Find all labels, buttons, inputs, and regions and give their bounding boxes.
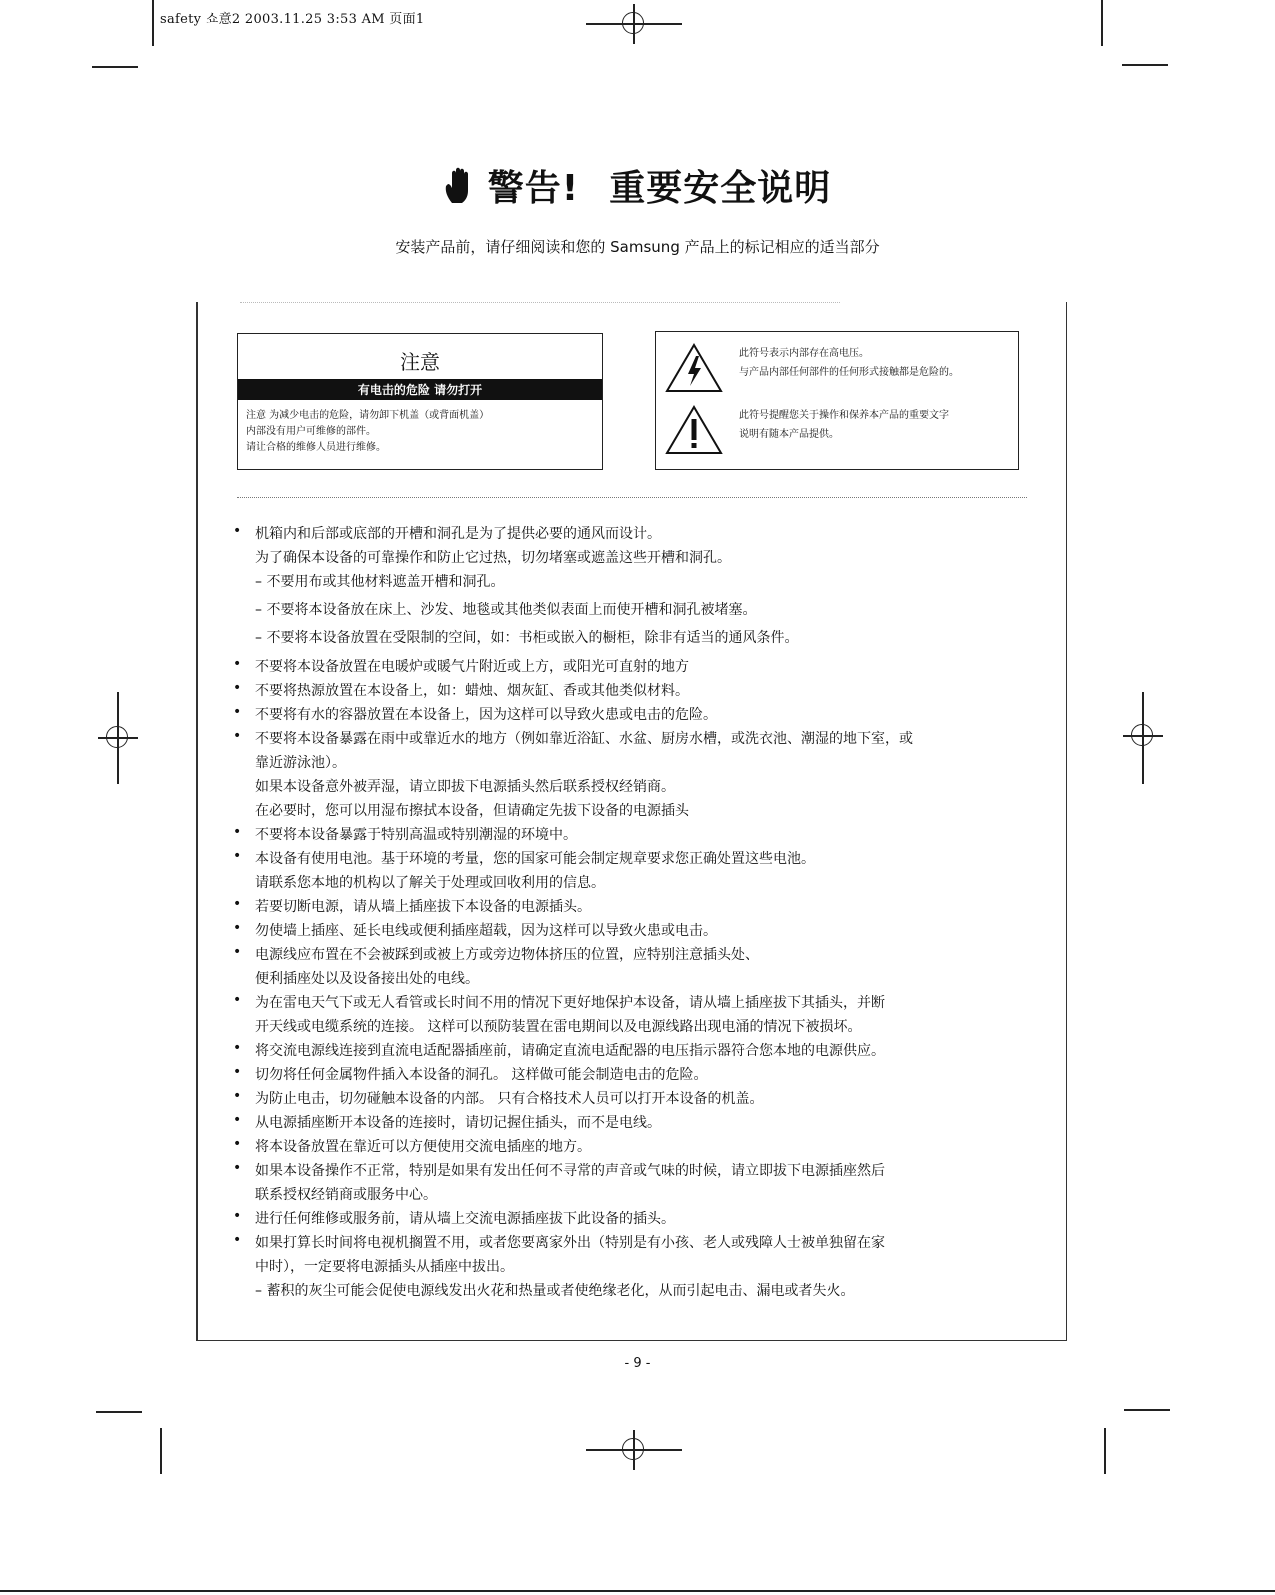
bullet-icon: • [233,920,242,936]
instruction-text: 不要将热源放置在本设备上，如：蜡烛、烟灰缸、香或其他类似材料。 [255,683,689,699]
instruction-line [233,800,689,820]
instruction-line [233,1184,437,1204]
bullet-icon: • [233,1136,242,1152]
caution-box [237,333,603,470]
instruction-line [233,896,591,916]
bullet-icon: • [233,1208,242,1224]
registration-mark-left [98,718,138,758]
crop-mark-bottom-left-v [160,1428,162,1474]
instruction-text: 勿使墙上插座、延长电线或便利插座超载，因为这样可以导致火患或电击。 [255,923,717,939]
instruction-text: 将本设备放置在靠近可以方便使用交流电插座的地方。 [255,1139,591,1155]
instruction-text: 机箱内和后部或底部的开槽和洞孔是为了提供必要的通风而设计。 [255,526,661,542]
title-warning: 警告! [487,168,580,209]
instruction-line [233,992,885,1012]
instruction-line [233,1160,885,1180]
instruction-text: 电源线应布置在不会被踩到或被上方或旁边物体挤压的位置，应特别注意插头处、 [255,947,759,963]
instruction-text: 本设备有使用电池。基于环境的考量，您的国家可能会制定规章要求您正确处置这些电池。 [255,851,815,867]
crop-mark-top-left-v [152,0,154,46]
instruction-line [233,968,479,988]
instruction-text: 靠近游泳池）。 [255,755,346,771]
instruction-text: 如果打算长时间将电视机搁置不用，或者您要离家外出（特别是有小孩、老人或残障人士被单独留在家 [255,1235,885,1251]
instruction-line [233,1208,675,1228]
instruction-line [233,1064,707,1084]
instruction-text: 中时），一定要将电源插头从插座中拔出。 [255,1259,514,1275]
page-bottom-edge [0,1590,1275,1592]
bullet-icon: • [233,824,242,840]
bullet-icon: • [233,1040,242,1056]
instruction-line [233,627,798,647]
bullet-icon: • [233,656,242,672]
instruction-line [233,728,913,748]
bullet-icon: • [233,728,242,744]
registration-mark-bottom [614,1430,654,1470]
instruction-text: 进行任何维修或服务前，请从墙上交流电源插座拔下此设备的插头。 [255,1211,675,1227]
page-subtitle: 安装产品前，请仔细阅读和您的 Samsung 产品上的标记相应的适当部分 [395,238,880,256]
instruction-line [233,1256,514,1276]
caution-line: 注意 为减少电击的危险，请勿卸下机盖（或背面机盖） [246,410,490,421]
instruction-line [233,872,605,892]
registration-mark-top [614,4,654,44]
page-number: - 9 - [624,1356,651,1371]
instruction-line [233,1040,885,1060]
instruction-line [233,547,731,567]
page-title [0,160,1275,211]
bullet-icon: • [233,1232,242,1248]
instruction-text: 为在雷电天气下或无人看管或长时间不用的情况下更好地保护本设备，请从墙上插座拔下其插头，并断 [255,995,885,1011]
bullet-icon: • [233,523,242,539]
bullet-icon: • [233,1160,242,1176]
bullet-icon: • [233,992,242,1008]
bullet-icon: • [233,1064,242,1080]
instruction-line [233,1280,854,1300]
instruction-text: – 不要将本设备放在床上、沙发、地毯或其他类似表面上而使开槽和洞孔被堵塞。 [255,602,757,618]
instruction-text: 请联系您本地的机构以了解关于处理或回收利用的信息。 [255,875,605,891]
caution-line: 内部没有用户可维修的部件。 [246,426,376,437]
bullet-icon: • [233,896,242,912]
caution-line: 请让合格的维修人员进行维修。 [246,442,386,453]
instruction-line [233,752,346,772]
instruction-text: 联系授权经销商或服务中心。 [255,1187,437,1203]
instruction-text: 为了确保本设备的可靠操作和防止它过热，切勿堵塞或遮盖这些开槽和洞孔。 [255,550,731,566]
crop-mark-top-right-v [1101,0,1103,46]
bullet-icon: • [233,704,242,720]
instruction-line [233,680,689,700]
symbol-line: 与产品内部任何部件的任何形式接触都是危险的。 [739,367,959,378]
instruction-text: 不要将本设备暴露于特别高温或特别潮湿的环境中。 [255,827,577,843]
instruction-text: 不要将本设备放置在电暖炉或暖气片附近或上方，或阳光可直射的地方 [255,659,689,675]
symbol-row-lightning [664,342,1014,398]
instruction-line [233,1232,885,1252]
instruction-text: 切勿将任何金属物件插入本设备的洞孔。 这样做可能会制造电击的危险。 [255,1067,708,1083]
bullet-icon: • [233,680,242,696]
crop-mark-bottom-right-h [1124,1409,1170,1411]
dotted-rule-top [240,302,840,303]
instruction-text: 不要将本设备暴露在雨中或靠近水的地方（例如靠近浴缸、水盆、厨房水槽，或洗衣池、潮湿的地下室，或 [255,731,913,747]
symbol-line: 此符号提醒您关于操作和保养本产品的重要文字 [739,410,949,421]
instruction-line [233,704,717,724]
bullet-icon: • [233,848,242,864]
instruction-text: 如果本设备意外被弄湿，请立即拔下电源插头然后联系授权经销商。 [255,779,675,795]
instruction-line [233,1112,661,1132]
instruction-text: 将交流电源线连接到直流电适配器插座前，请确定直流电适配器的电压指示器符合您本地的电源供应。 [255,1043,885,1059]
caution-bar: 有电击的危险 请勿打开 [238,379,602,400]
instruction-line [233,571,504,591]
crop-mark-top-left-h [92,66,138,68]
instruction-text: 在必要时，您可以用湿布擦拭本设备，但请确定先拔下设备的电源插头 [255,803,689,819]
symbol-legend-box [655,331,1019,470]
lightning-warning-icon [664,342,724,394]
instruction-text: 便利插座处以及设备接出处的电线。 [255,971,479,987]
caution-text [238,400,602,456]
instruction-line [233,1016,861,1036]
registration-mark-right [1123,716,1163,756]
caution-title: 注意 [400,350,440,374]
instruction-text: 开天线或电缆系统的连接。 这样可以预防装置在雷电期间以及电源线路出现电涌的情况下被损坏。 [255,1019,862,1035]
instruction-line [233,656,689,676]
instruction-line [233,776,675,796]
exclamation-warning-icon [664,404,724,456]
dotted-rule-middle [237,497,1027,498]
symbol-row-exclamation [664,404,1014,460]
crop-mark-bottom-left-h [96,1411,142,1413]
symbol-line: 此符号表示内部存在高电压。 [739,348,869,359]
bullet-icon: • [233,1088,242,1104]
instruction-text: 如果本设备操作不正常，特别是如果有发出任何不寻常的声音或气味的时候，请立即拔下电源插座然后 [255,1163,885,1179]
crop-mark-bottom-right-v [1104,1428,1106,1474]
crop-mark-top-right-h [1122,64,1168,66]
instruction-line [233,824,577,844]
print-header-stamp: safety 쇼意2 2003.11.25 3:53 AM 页面1 [160,12,425,27]
bullet-icon: • [233,1112,242,1128]
instruction-line [233,848,815,868]
instruction-text: – 不要用布或其他材料遮盖开槽和洞孔。 [255,574,505,590]
title-main: 重要安全说明 [609,168,832,209]
instruction-text: – 不要将本设备放置在受限制的空间，如：书柜或嵌入的橱柜，除非有适当的通风条件。 [255,630,799,646]
instruction-text: 为防止电击，切勿碰触本设备的内部。 只有合格技术人员可以打开本设备的机盖。 [255,1091,764,1107]
hand-warning-icon [444,167,474,205]
instruction-line [233,1088,763,1108]
instruction-line [233,523,661,543]
instruction-text: 若要切断电源，请从墙上插座拔下本设备的电源插头。 [255,899,591,915]
symbol-line: 说明有随本产品提供。 [739,429,839,440]
bullet-icon: • [233,944,242,960]
instruction-text: – 蓄积的灰尘可能会促使电源线发出火花和热量或者使绝缘老化，从而引起电击、漏电或者失火。 [255,1283,855,1299]
instruction-text: 不要将有水的容器放置在本设备上，因为这样可以导致火患或电击的危险。 [255,707,717,723]
instruction-line [233,944,759,964]
instruction-line [233,1136,591,1156]
instruction-line [233,920,717,940]
instruction-line [233,599,756,619]
instruction-text: 从电源插座断开本设备的连接时，请切记握住插头，而不是电线。 [255,1115,661,1131]
